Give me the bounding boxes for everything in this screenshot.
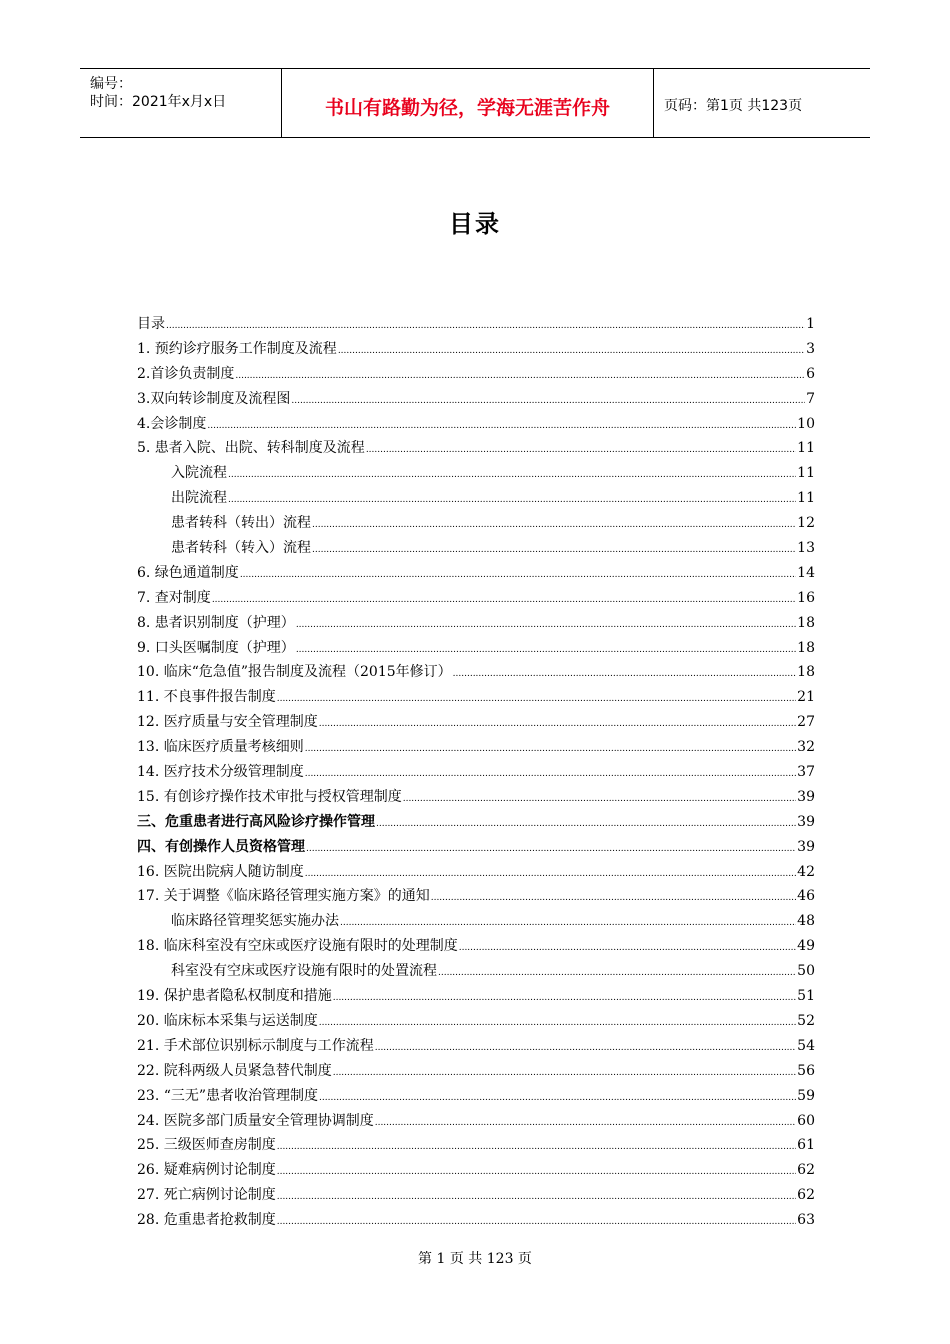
toc-entry-label: 26. 疑难病例讨论制度	[137, 1162, 276, 1179]
toc-entry[interactable]	[137, 710, 815, 735]
toc-entry[interactable]	[137, 1133, 815, 1158]
page-title: 目录	[449, 210, 501, 238]
toc-entry-page: 59	[797, 1087, 815, 1104]
toc-entry-label: 13. 临床医疗质量考核细则	[137, 739, 304, 756]
toc-entry[interactable]	[137, 660, 815, 685]
toc-entry-page: 51	[797, 988, 815, 1005]
toc-entry-label: 14. 医疗技术分级管理制度	[137, 764, 304, 781]
toc-entry-label: 11. 不良事件报告制度	[137, 689, 276, 706]
toc-entry-page: 7	[806, 390, 815, 407]
toc-entry-page: 60	[797, 1112, 815, 1129]
toc-entry-page: 37	[797, 764, 815, 781]
toc-dot-leader	[305, 762, 796, 787]
toc-entry[interactable]	[137, 785, 815, 810]
toc-entry-page: 11	[797, 440, 815, 457]
toc-entry-label: 17. 关于调整《临床路径管理实施方案》的通知	[137, 888, 430, 905]
toc-entry-label: 目录	[137, 316, 165, 332]
toc-entry-page: 11	[797, 490, 815, 507]
toc-entry-page: 6	[806, 365, 815, 382]
toc-entry[interactable]	[137, 1158, 815, 1183]
toc-entry[interactable]	[137, 486, 815, 511]
toc-entry-page: 1	[806, 316, 815, 332]
toc-entry-label: 患者转科（转入）流程	[171, 540, 311, 557]
toc-entry[interactable]	[137, 835, 815, 860]
toc-entry-label: 科室没有空床或医疗设施有限时的处置流程	[171, 963, 437, 980]
toc-dot-leader	[312, 538, 796, 563]
toc-entry[interactable]	[137, 1059, 815, 1084]
toc-dot-leader	[228, 488, 796, 513]
toc-entry-label: 三、危重患者进行高风险诊疗操作管理	[137, 813, 375, 830]
toc-dot-leader	[403, 787, 796, 812]
toc-entry-label: 23. “三无”患者收治管理制度	[137, 1087, 319, 1104]
toc-entry-label: 2.首诊负责制度	[137, 365, 235, 382]
toc-entry-label: 3.双向转诊制度及流程图	[137, 390, 291, 407]
toc-entry[interactable]	[137, 387, 815, 412]
toc-dot-leader	[228, 463, 796, 488]
toc-entry-page: 61	[797, 1137, 815, 1154]
toc-entry[interactable]	[137, 1208, 815, 1233]
toc-entry-label: 19. 保护患者隐私权制度和措施	[137, 988, 332, 1005]
toc-dot-leader	[277, 1210, 796, 1235]
toc-entry[interactable]	[137, 884, 815, 909]
toc-entry[interactable]	[137, 362, 815, 387]
toc-entry-page: 63	[797, 1212, 815, 1229]
toc-dot-leader	[166, 314, 805, 339]
toc-entry-page: 52	[797, 1012, 815, 1029]
toc-dot-leader	[431, 886, 796, 911]
toc-entry-page: 16	[797, 589, 815, 606]
toc-entry-page: 10	[797, 415, 815, 432]
header-meta-cell	[80, 69, 282, 137]
toc-entry-label: 出院流程	[171, 490, 227, 507]
toc-dot-leader	[375, 1036, 796, 1061]
toc-entry-page: 54	[797, 1037, 815, 1054]
toc-entry[interactable]	[137, 536, 815, 561]
toc-entry-page: 18	[797, 614, 815, 631]
toc-entry-page: 18	[797, 639, 815, 656]
header-page-info: 页码：第1页 共123页	[664, 98, 803, 114]
toc-dot-leader	[277, 1135, 796, 1160]
toc-entry-label: 患者转科（转出）流程	[171, 515, 311, 532]
toc-entry-page: 49	[797, 938, 815, 955]
toc-dot-leader	[277, 687, 796, 712]
toc-entry[interactable]	[137, 760, 815, 785]
toc-dot-leader	[459, 936, 796, 961]
toc-entry-page: 56	[797, 1062, 815, 1079]
page-footer: 第 1 页 共 123 页	[418, 1251, 532, 1267]
toc-dot-leader	[296, 613, 796, 638]
toc-entry-label: 10. 临床“危急值”报告制度及流程（2015年修订）	[137, 664, 452, 681]
toc-dot-leader	[212, 588, 796, 613]
toc-entry[interactable]	[137, 959, 815, 984]
header-time-label: 时间：2021年x月x日	[90, 94, 227, 110]
toc-entry[interactable]	[137, 561, 815, 586]
toc-entry[interactable]	[137, 636, 815, 661]
toc-entry-label: 4.会诊制度	[137, 415, 207, 432]
toc-dot-leader	[296, 638, 796, 663]
header-page-cell	[654, 69, 870, 137]
toc-entry[interactable]	[137, 337, 815, 362]
toc-entry-page: 62	[797, 1187, 815, 1204]
toc-entry[interactable]	[137, 611, 815, 636]
toc-entry-label: 15. 有创诊疗操作技术审批与授权管理制度	[137, 788, 402, 805]
toc-entry[interactable]	[137, 412, 815, 437]
toc-entry-label: 24. 医院多部门质量安全管理协调制度	[137, 1112, 374, 1129]
toc-entry[interactable]	[137, 586, 815, 611]
toc-entry-page: 46	[797, 888, 815, 905]
toc-entry-page: 13	[797, 540, 815, 557]
toc-entry[interactable]	[137, 1009, 815, 1034]
toc-dot-leader	[366, 438, 796, 463]
toc-dot-leader	[319, 712, 796, 737]
toc-dot-leader	[235, 364, 805, 389]
toc-dot-leader	[277, 1160, 796, 1185]
toc-entry-label: 22. 院科两级人员紧急替代制度	[137, 1062, 332, 1079]
toc-entry-page: 3	[806, 340, 815, 357]
header-motto-cell	[282, 69, 654, 137]
toc-entry-label: 18. 临床科室没有空床或医疗设施有限时的处理制度	[137, 938, 458, 955]
toc-entry-label: 28. 危重患者抢救制度	[137, 1212, 276, 1229]
toc-entry[interactable]	[137, 312, 815, 337]
toc-entry[interactable]	[137, 735, 815, 760]
toc-entry-label: 25. 三级医师查房制度	[137, 1137, 276, 1154]
toc-entry-label: 12. 医疗质量与安全管理制度	[137, 714, 318, 731]
toc-dot-leader	[305, 737, 796, 762]
table-of-contents	[137, 312, 815, 1233]
toc-entry[interactable]	[137, 1084, 815, 1109]
toc-entry-page: 39	[797, 788, 815, 805]
toc-entry[interactable]	[137, 461, 815, 486]
toc-entry[interactable]	[137, 436, 815, 461]
toc-dot-leader	[312, 513, 796, 538]
toc-dot-leader	[240, 563, 796, 588]
toc-entry-page: 12	[797, 515, 815, 532]
toc-entry-label: 20. 临床标本采集与运送制度	[137, 1012, 318, 1029]
toc-entry-page: 50	[797, 963, 815, 980]
toc-entry[interactable]	[137, 685, 815, 710]
toc-entry-page: 39	[797, 813, 815, 830]
toc-entry-page: 27	[797, 714, 815, 731]
toc-entry-label: 1. 预约诊疗服务工作制度及流程	[137, 340, 337, 357]
page-header	[80, 68, 870, 138]
toc-entry-label: 临床路径管理奖惩实施办法	[171, 913, 339, 930]
toc-entry-label: 8. 患者识别制度（护理）	[137, 614, 295, 631]
toc-entry-page: 42	[797, 863, 815, 880]
toc-dot-leader	[319, 1011, 796, 1036]
toc-entry-label: 7. 查对制度	[137, 589, 211, 606]
toc-entry[interactable]	[137, 1109, 815, 1134]
toc-entry-label: 9. 口头医嘱制度（护理）	[137, 639, 295, 656]
toc-dot-leader	[306, 837, 796, 862]
toc-entry-label: 四、有创操作人员资格管理	[137, 838, 305, 855]
toc-dot-leader	[375, 1111, 796, 1136]
toc-entry[interactable]	[137, 984, 815, 1009]
header-motto: 书山有路勤为径，学海无涯苦作舟	[324, 97, 610, 119]
toc-entry-label: 27. 死亡病例讨论制度	[137, 1187, 276, 1204]
toc-dot-leader	[333, 1061, 796, 1086]
toc-entry-page: 39	[797, 838, 815, 855]
toc-entry[interactable]	[137, 1034, 815, 1059]
toc-entry-page: 18	[797, 664, 815, 681]
toc-dot-leader	[453, 662, 797, 687]
toc-entry-page: 48	[797, 913, 815, 930]
toc-entry-page: 11	[797, 465, 815, 482]
toc-entry-page: 62	[797, 1162, 815, 1179]
toc-entry-page: 21	[797, 689, 815, 706]
toc-dot-leader	[340, 911, 796, 936]
toc-dot-leader	[277, 1185, 796, 1210]
toc-dot-leader	[376, 812, 796, 837]
toc-dot-leader	[333, 986, 796, 1011]
toc-entry-label: 16. 医院出院病人随访制度	[137, 863, 304, 880]
toc-entry-page: 14	[797, 564, 815, 581]
toc-entry-page: 32	[797, 739, 815, 756]
toc-dot-leader	[207, 414, 796, 439]
toc-dot-leader	[338, 339, 805, 364]
toc-entry[interactable]	[137, 909, 815, 934]
toc-dot-leader	[438, 961, 796, 986]
toc-entry[interactable]	[137, 1183, 815, 1208]
toc-dot-leader	[291, 389, 805, 414]
toc-entry-label: 入院流程	[171, 465, 227, 482]
toc-dot-leader	[305, 862, 796, 887]
toc-entry-label: 6. 绿色通道制度	[137, 564, 239, 581]
toc-entry[interactable]	[137, 934, 815, 959]
header-number-label: 编号：	[90, 76, 132, 92]
toc-entry[interactable]	[137, 511, 815, 536]
toc-entry-label: 5. 患者入院、出院、转科制度及流程	[137, 440, 365, 457]
toc-entry[interactable]	[137, 860, 815, 885]
toc-entry-label: 21. 手术部位识别标示制度与工作流程	[137, 1037, 374, 1054]
toc-dot-leader	[319, 1086, 796, 1111]
toc-entry[interactable]	[137, 810, 815, 835]
